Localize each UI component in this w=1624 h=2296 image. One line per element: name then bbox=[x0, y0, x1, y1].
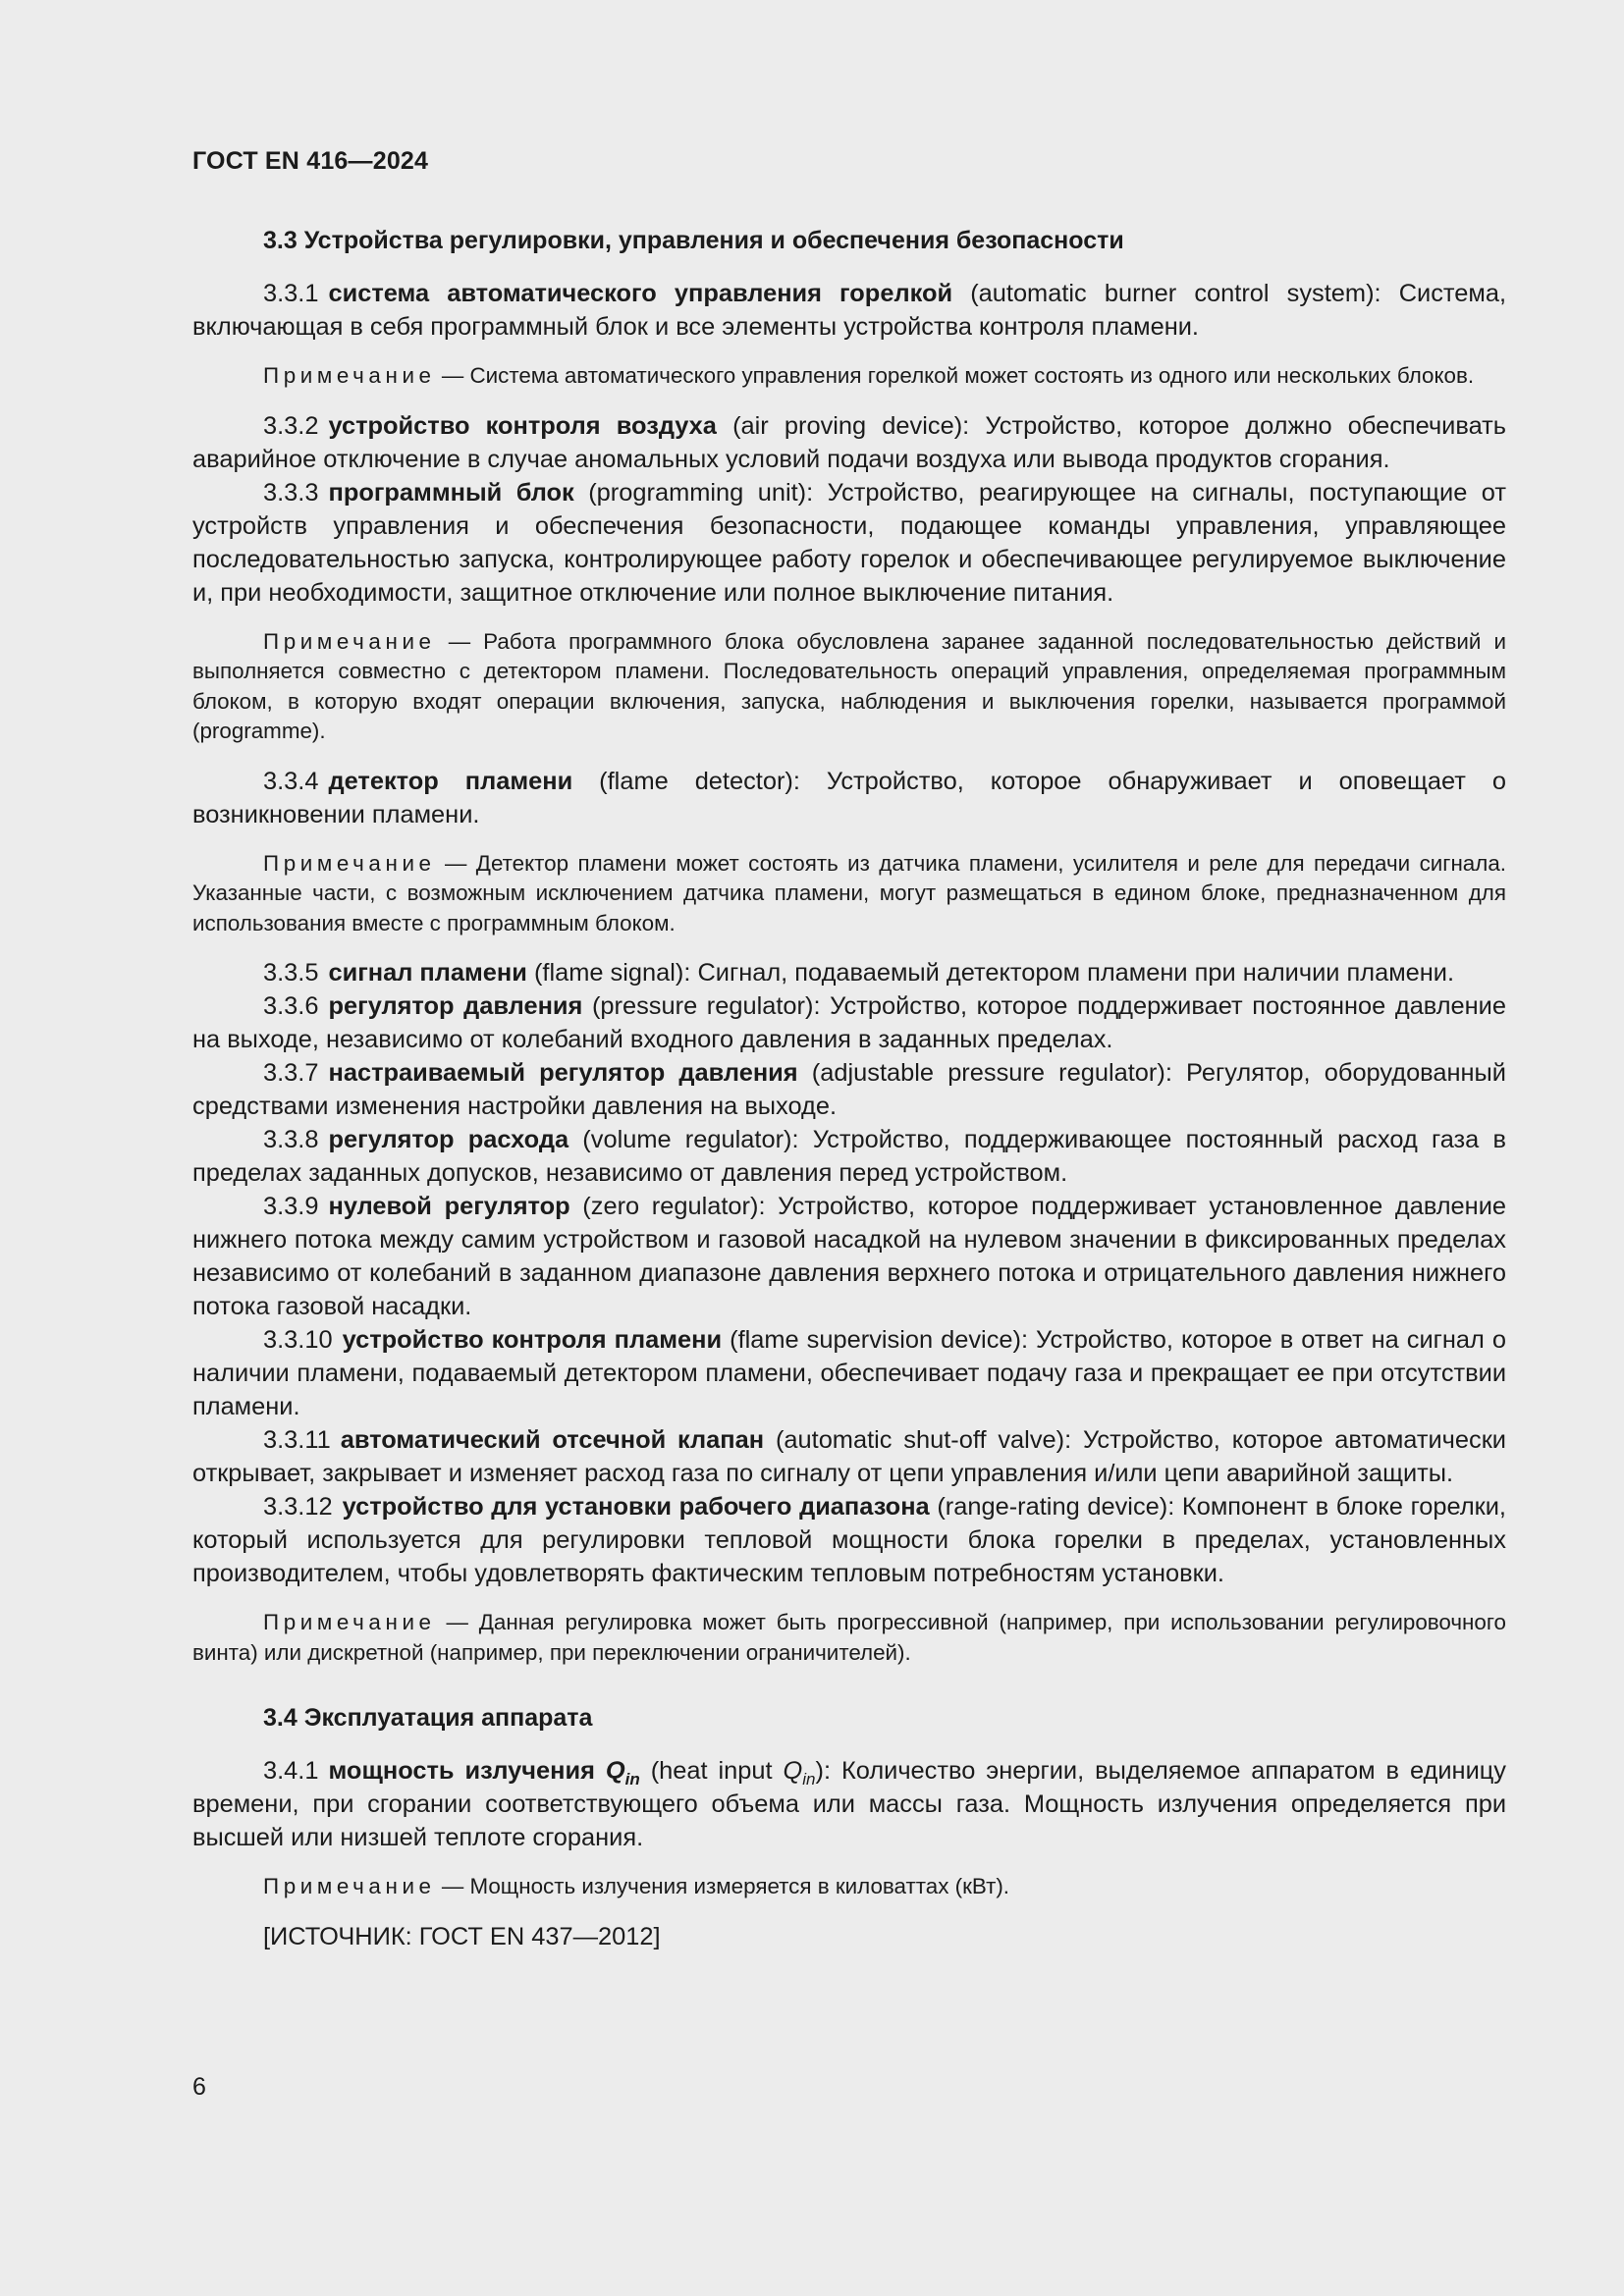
clause-number: 3.3.10 bbox=[263, 1326, 333, 1354]
clause-number: 3.4.1 bbox=[263, 1757, 319, 1785]
clause-body: (volume regulator): Устройство, поддерживающее постоянный расход газа в пределах заданных допусков, независимо от давления перед устройством. bbox=[192, 1126, 1506, 1187]
clause-3-3-11 bbox=[192, 1423, 1506, 1490]
symbol-q: Q bbox=[605, 1757, 625, 1785]
note-body: — Работа программного блока обусловлена заранее заданной последовательностью действий и выполняется совместно с детектором пламени. Последовательность операций управления, определяемая программным блоком, в которую входят операции включения, запуска, наблюдения и выключения горелки, называется программой (programme). bbox=[192, 628, 1506, 743]
clause-number: 3.3.3 bbox=[263, 478, 319, 507]
clause-term: автоматический отсечной клапан bbox=[340, 1426, 765, 1454]
clause-term: детектор пламени bbox=[328, 767, 573, 795]
note-body: — Детектор пламени может состоять из датчика пламени, усилителя и реле для передачи сигнала. Указанные части, с возможным исключением датчика пламени, могут размещаться в едином блоке, предназначенном для использования вместе с программным блоком. bbox=[192, 850, 1506, 935]
note-3-3-3 bbox=[192, 627, 1506, 747]
clause-number: 3.3.6 bbox=[263, 992, 319, 1020]
clause-number: 3.3.4 bbox=[263, 767, 319, 795]
symbol-subscript bbox=[625, 1770, 640, 1789]
clause-3-3-12 bbox=[192, 1490, 1506, 1590]
note-3-3-1 bbox=[192, 361, 1506, 392]
clause-body-open: (heat input bbox=[650, 1757, 773, 1785]
note-3-3-4 bbox=[192, 849, 1506, 939]
clause-3-3-7 bbox=[192, 1056, 1506, 1123]
clause-number: 3.3.5 bbox=[263, 959, 319, 987]
clause-3-3-10 bbox=[192, 1323, 1506, 1423]
document-page bbox=[192, 0, 1506, 2296]
clause-term: устройство для установки рабочего диапазона bbox=[342, 1493, 930, 1521]
note-3-3-12 bbox=[192, 1608, 1506, 1668]
clause-term: программный блок bbox=[328, 478, 574, 507]
clause-term: регулятор давления bbox=[328, 992, 583, 1020]
clause-body: (flame detector): Устройство, которое обнаруживает и оповещает о возникновении пламени. bbox=[192, 767, 1507, 828]
page-number: 6 bbox=[192, 2073, 206, 2101]
clause-body: (range-rating device): Компонент в блоке горелки, который используется для регулировки тепловой мощности блока горелки в пределах, установленных производителем, чтобы удовлетворять фактическим тепловым потребностям установки. bbox=[192, 1493, 1506, 1587]
clause-3-3-8 bbox=[192, 1123, 1506, 1190]
source-reference: [ИСТОЧНИК: ГОСТ EN 437—2012] bbox=[263, 1922, 661, 1950]
clause-number: 3.3.1 bbox=[263, 280, 319, 307]
clause-body: (pressure regulator): Устройство, которое поддерживает постоянное давление на выходе, независимо от колебаний входного давления в заданных пределах. bbox=[192, 992, 1506, 1053]
note-label: Примечание bbox=[263, 363, 436, 388]
clause-term: настраиваемый регулятор давления bbox=[328, 1059, 798, 1087]
clause-body: (automatic burner control system): Система, включающая в себя программный блок и все элементы устройства контроля пламени. bbox=[192, 280, 1507, 341]
clause-3-3-6 bbox=[192, 989, 1506, 1056]
clause-3-3-4 bbox=[192, 765, 1506, 831]
clause-body: (programming unit): Устройство, реагирующее на сигналы, поступающие от устройств управления и обеспечения безопасности, подающее команды управления, управляющее последовательностью запуска, контролирующее работу горелок и обеспечивающее регулируемое выключение и, при необходимости, защитное отключение или полное выключение питания. bbox=[192, 478, 1506, 607]
note-body: — Мощность излучения измеряется в киловаттах (кВт). bbox=[441, 1874, 1009, 1898]
clause-term: устройство контроля воздуха bbox=[328, 411, 717, 440]
section-title-3-3: 3.3 Устройства регулировки, управления и обеспечения безопасности bbox=[263, 227, 1124, 254]
clause-number: 3.3.12 bbox=[263, 1493, 333, 1521]
note-3-4-1 bbox=[192, 1872, 1506, 1902]
clause-body: (automatic shut-off valve): Устройство, которое автоматически открывает, закрывает и изменяет расход газа по сигналу от цепи управления и/или цепи аварийной защиты. bbox=[192, 1426, 1506, 1487]
clause-3-3-9 bbox=[192, 1190, 1506, 1323]
clause-3-4-1 bbox=[192, 1754, 1506, 1854]
symbol-subscript-inline bbox=[802, 1770, 815, 1789]
clause-3-3-2 bbox=[192, 409, 1506, 476]
clause-body: (zero regulator): Устройство, которое поддерживает установленное давление нижнего потока между самим устройством и газовой насадкой на нулевом значении в фиксированных пределах независимо от колебаний в заданном диапазоне давления верхнего потока и отрицательного давления нижнего потока газовой насадки. bbox=[192, 1193, 1506, 1320]
clause-3-3-3 bbox=[192, 476, 1506, 610]
note-label: Примечание bbox=[263, 1874, 436, 1898]
subscript-text-inline: in bbox=[802, 1770, 816, 1789]
clause-number: 3.3.8 bbox=[263, 1126, 319, 1153]
clause-number: 3.3.11 bbox=[263, 1426, 331, 1454]
section-title-3-4: 3.4 Эксплуатация аппарата bbox=[263, 1704, 593, 1732]
clause-body: (air proving device): Устройство, которое должно обеспечивать аварийное отключение в случае аномальных условий подачи воздуха или вывода продуктов сгорания. bbox=[192, 411, 1506, 473]
symbol-q-inline: Q bbox=[783, 1757, 803, 1785]
note-body: — Система автоматического управления горелкой может состоять из одного или нескольких блоков. bbox=[441, 363, 1475, 388]
clause-term-text: мощность излучения bbox=[328, 1757, 595, 1785]
clause-body: (flame supervision device): Устройство, которое в ответ на сигнал о наличии пламени, подаваемый детектором пламени, обеспечивает подачу газа и прекращает ее при отсутствии пламени. bbox=[192, 1326, 1507, 1420]
document-header: ГОСТ EN 416—2024 bbox=[192, 147, 429, 175]
clause-term: нулевой регулятор bbox=[328, 1193, 570, 1220]
clause-number: 3.3.7 bbox=[263, 1059, 319, 1087]
clause-term bbox=[328, 1757, 640, 1789]
note-body: — Данная регулировка может быть прогрессивной (например, при использовании регулировочного винта) или дискретной (например, при переключении ограничителей). bbox=[192, 1610, 1506, 1665]
note-label: Примечание bbox=[263, 850, 436, 876]
clause-3-3-1 bbox=[192, 277, 1506, 344]
document-body bbox=[192, 224, 1506, 1953]
clause-term: регулятор расхода bbox=[328, 1126, 569, 1153]
note-label: Примечание bbox=[263, 628, 436, 654]
clause-term: система автоматического управления горелкой bbox=[328, 280, 953, 307]
subscript-text: in bbox=[624, 1770, 640, 1789]
clause-body: ): Количество энергии, выделяемое аппаратом в единицу времени, при сгорании соответствующего объема или массы газа. Мощность излучения определяется при высшей или низшей теплоте сгорания. bbox=[192, 1757, 1506, 1851]
clause-number: 3.3.9 bbox=[263, 1193, 319, 1220]
clause-number: 3.3.2 bbox=[263, 411, 319, 440]
clause-term: устройство контроля пламени bbox=[342, 1326, 723, 1354]
clause-body: (adjustable pressure regulator): Регулятор, оборудованный средствами изменения настройки давления на выходе. bbox=[192, 1059, 1506, 1120]
clause-term: сигнал пламени bbox=[328, 959, 527, 987]
note-label: Примечание bbox=[263, 1610, 436, 1634]
clause-3-3-5 bbox=[192, 956, 1506, 989]
clause-body: (flame signal): Сигнал, подаваемый детектором пламени при наличии пламени. bbox=[533, 959, 1455, 987]
